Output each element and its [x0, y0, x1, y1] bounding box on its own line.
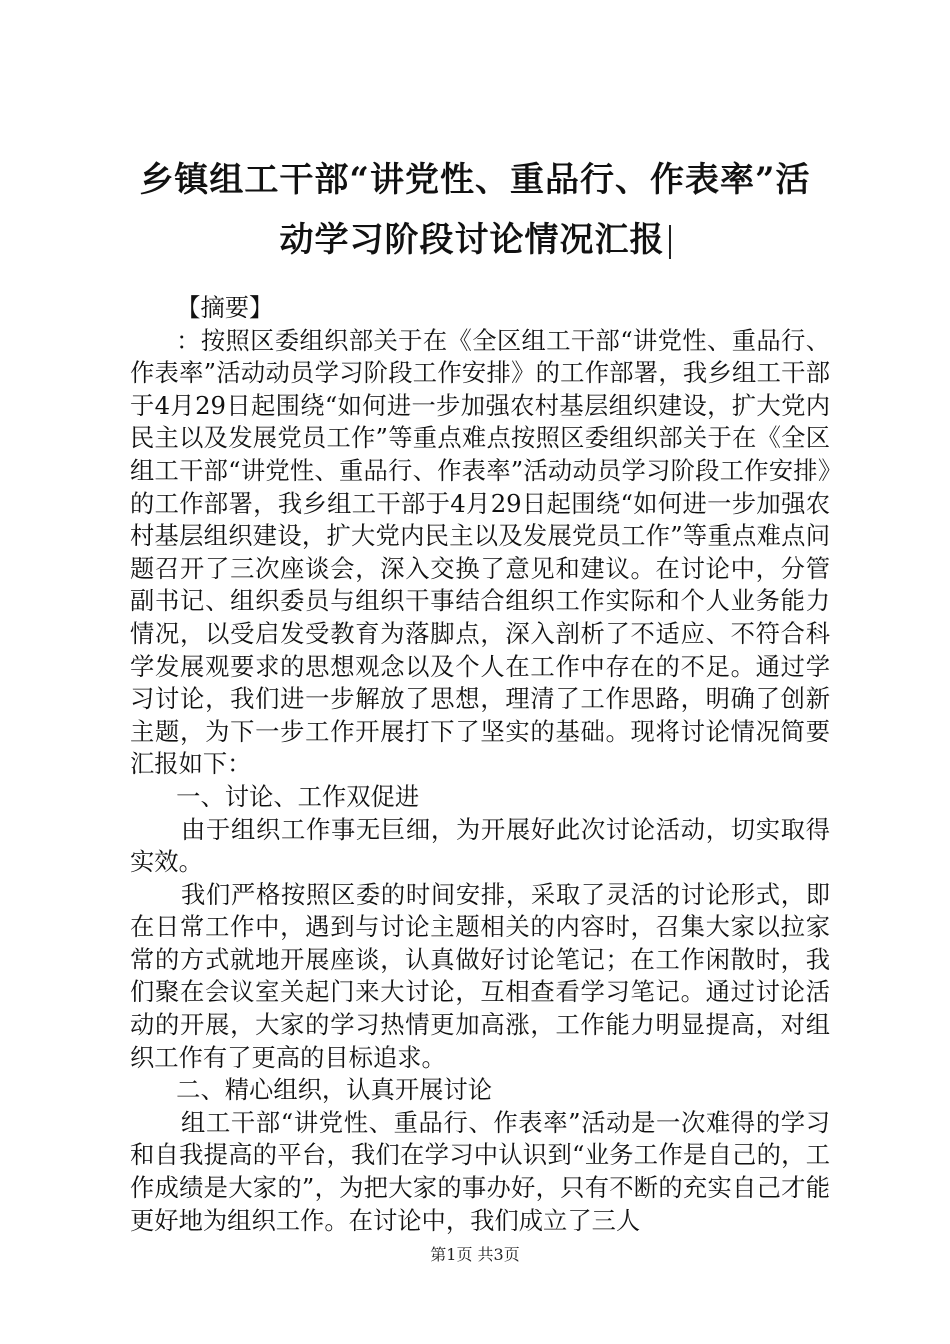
document-title-line2: 动学习阶段讨论情况汇报 [279, 220, 665, 260]
paragraph-2: 我们严格按照区委的时间安排，采取了灵活的讨论形式，即在日常工作中，遇到与讨论主题相关的内容时，召集大家以拉家常的方式就地开展座谈，认真做好讨论笔记；在工作闲散时，我们聚在会议室关起门来大讨论，互相查看学习笔记。通过讨论活动的开展，大家的学习热情更加高涨，工作能力明显提高，对组织工作有了更高的目标追求。 [130, 879, 830, 1072]
section-heading-1: 一、讨论、工作双促进 [176, 781, 420, 811]
text-cursor [669, 225, 671, 259]
abstract-label: 【摘要】 [176, 293, 274, 322]
page-footer: 第1页 共3页 [430, 1245, 520, 1264]
abstract-paragraph: ：按照区委组织部关于在《全区组工干部“讲党性、重品行、作表率”活动动员学习阶段工作安排》的工作部署，我乡组工干部于4月29日起围绕“如何进一步加强农村基层组织建设，扩大党内民主以及发展党员工作”等重点难点按照区委组织部关于在《全区组工干部“讲党性、重品行、作表率”活动动员学习阶段工作安排》的工作部署，我乡组工干部于4月29日起围绕“如何进一步加强农村基层组织建设，扩大党内民主以及发展党员工作”等重点难点问题召开了三次座谈会，深入交换了意见和建议。在讨论中，分管副书记、组织委员与组织干事结合组织工作实际和个人业务能力情况，以受启发受教育为落脚点，深入剖析了不适应、不符合科学发展观要求的思想观念以及个人在工作中存在的不足。通过学习讨论，我们进一步解放了思想，理清了工作思路，明确了创新主题，为下一步工作开展打下了坚实的基础。现将讨论情况简要汇报如下： [130, 325, 830, 779]
document-body [130, 292, 830, 1237]
paragraph-1: 由于组织工作事无巨细，为开展好此次讨论活动，切实取得实效。 [130, 814, 830, 877]
document-title-line2-wrap [110, 210, 840, 270]
section-heading-2: 二、精心组织，认真开展讨论 [176, 1075, 493, 1105]
paragraph-3: 组工干部“讲党性、重品行、作表率”活动是一次难得的学习和自我提高的平台，我们在学习中认识到“业务工作是自己的，工作成绩是大家的”，为把大家的事办好，只有不断的充实自己才能更好地为组织工作。在讨论中，我们成立了三人 [130, 1107, 830, 1235]
document-title-line1: 乡镇组工干部“讲党性、重品行、作表率”活 [139, 160, 811, 200]
